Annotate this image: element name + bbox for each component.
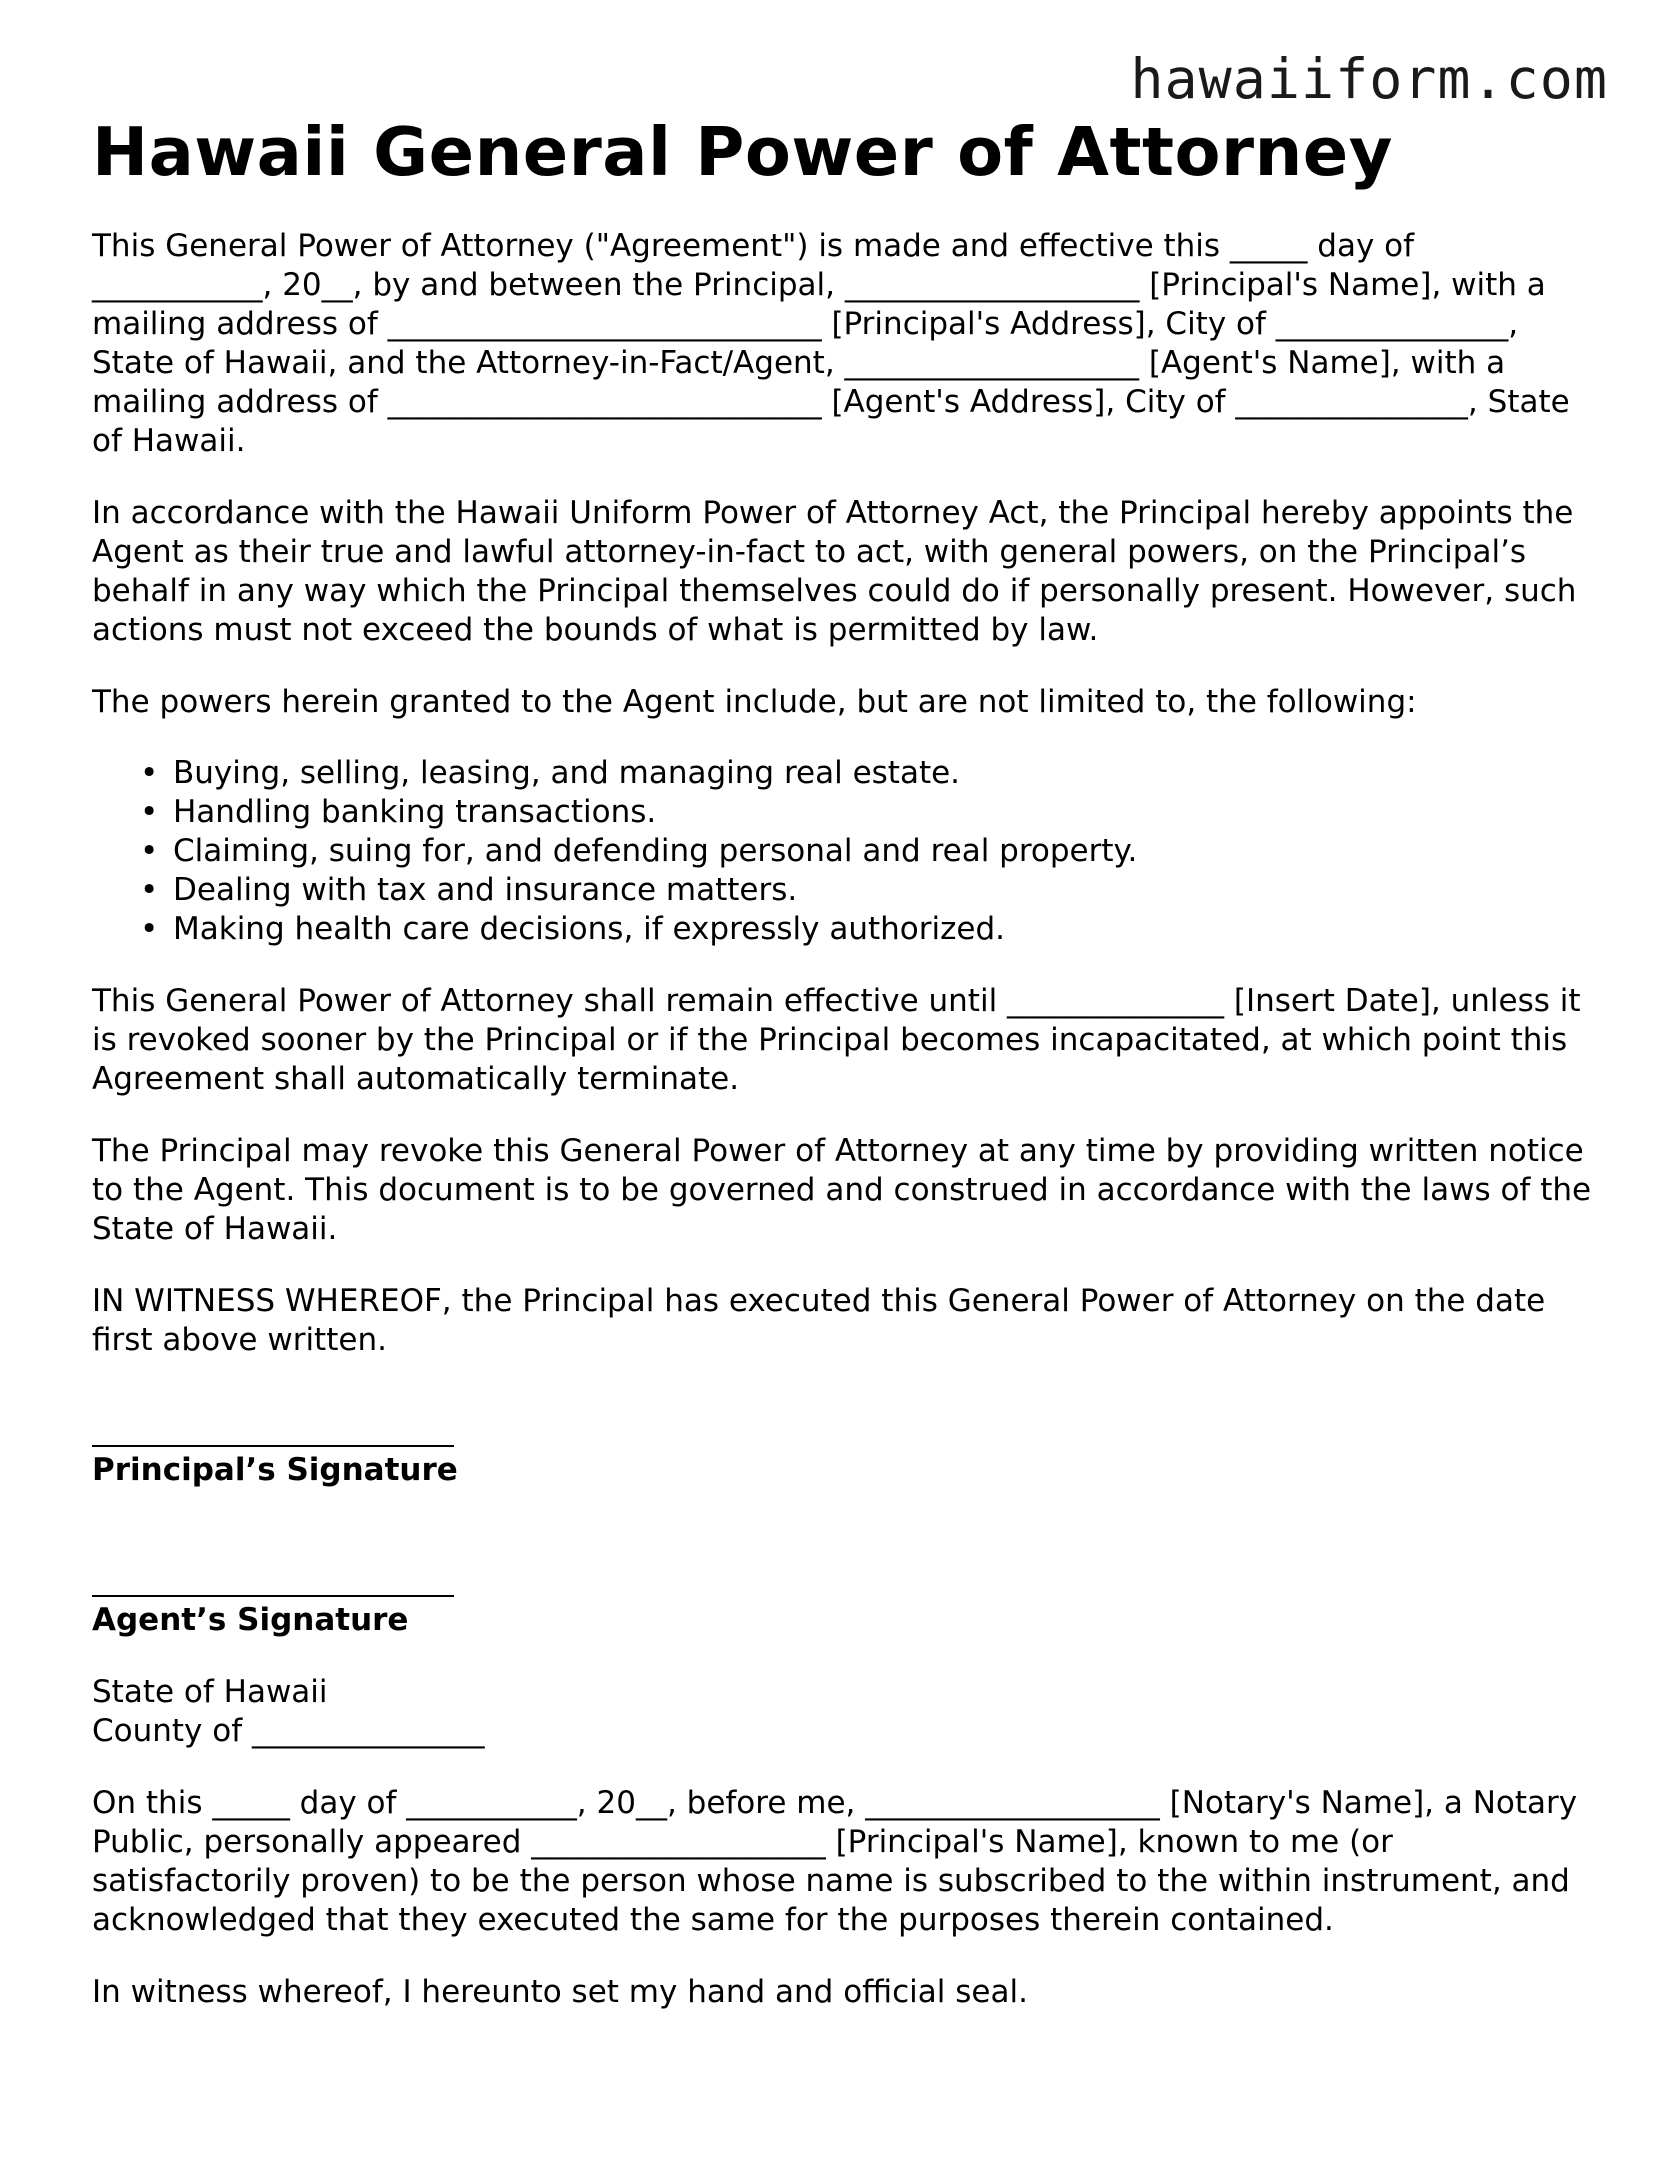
agent-signature-label: Agent’s Signature — [92, 1602, 409, 1639]
principal-signature-label: Principal’s Signature — [92, 1452, 458, 1489]
bullet-icon: • — [140, 755, 159, 792]
agent-signature-line[interactable] — [92, 1562, 1592, 1601]
county-line: County of _______________ — [92, 1713, 485, 1750]
powers-list — [92, 754, 1592, 949]
page-title: Hawaii General Power of Attorney — [92, 113, 1393, 191]
list-item — [140, 793, 1592, 832]
list-item-text: Handling banking transactions. — [173, 794, 657, 831]
bullet-icon: • — [140, 872, 159, 909]
list-item — [140, 910, 1592, 949]
state-line: State of Hawaii — [92, 1674, 328, 1711]
signature-rule — [92, 1595, 454, 1597]
document-page — [92, 112, 1592, 2012]
notary-closing: In witness whereof, I hereunto set my hand and official seal. — [92, 1974, 1028, 2011]
list-item-text: Claiming, suing for, and defending personal and real property. — [173, 833, 1138, 870]
intro-paragraph: This General Power of Attorney ("Agreement") is made and effective this _____ day of ___________, 20__, by and between the Principal, ___________________ [Principal's Name], with a mailing address of ____________________________ [Principal's Address], City of _______________, State of Hawaii, and the Attorney-in-Fact/Agent, ___________________ [Agent's Name], with a mailing address of ____________________________ [Agent's Address], City of _______________, State of Hawaii. — [92, 228, 1570, 460]
list-item — [140, 832, 1592, 871]
site-watermark: hawaiiform.com — [1130, 47, 1608, 111]
signature-rule — [92, 1445, 454, 1447]
principal-signature-line[interactable] — [92, 1412, 1592, 1451]
duration-paragraph: This General Power of Attorney shall remain effective until ______________ [Insert Date], unless it is revoked sooner by the Principal or if the Principal becomes incapacitated, at which point this Agreement shall automatically terminate. — [92, 983, 1581, 1098]
appointment-paragraph: In accordance with the Hawaii Uniform Power of Attorney Act, the Principal hereby appoints the Agent as their true and lawful attorney-in-fact to act, with general powers, on the Principal’s behalf in any way which the Principal themselves could do if personally present. However, such actions must not exceed the bounds of what is permitted by law. — [92, 495, 1577, 649]
notary-venue — [92, 1673, 1592, 1751]
powers-intro: The powers herein granted to the Agent include, but are not limited to, the following: — [92, 684, 1417, 721]
list-item — [140, 871, 1592, 910]
list-item-text: Making health care decisions, if expressly authorized. — [173, 911, 1005, 948]
notary-acknowledgment: On this _____ day of ___________, 20__, before me, ___________________ [Notary's Name], a Notary Public, personally appeared ___________________ [Principal's Name], known to me (or satisfactorily proven) to be the person whose name is subscribed to the within instrument, and acknowledged that they executed the same for the purposes therein contained. — [92, 1785, 1578, 1939]
list-item-text: Buying, selling, leasing, and managing real estate. — [173, 755, 961, 792]
bullet-icon: • — [140, 794, 159, 831]
list-item — [140, 754, 1592, 793]
list-item-text: Dealing with tax and insurance matters. — [173, 872, 798, 909]
bullet-icon: • — [140, 911, 159, 948]
witness-paragraph: IN WITNESS WHEREOF, the Principal has executed this General Power of Attorney on the date first above written. — [92, 1283, 1546, 1359]
revocation-paragraph: The Principal may revoke this General Power of Attorney at any time by providing written notice to the Agent. This document is to be governed and construed in accordance with the laws of the State of Hawaii. — [92, 1133, 1592, 1248]
bullet-icon: • — [140, 833, 159, 870]
